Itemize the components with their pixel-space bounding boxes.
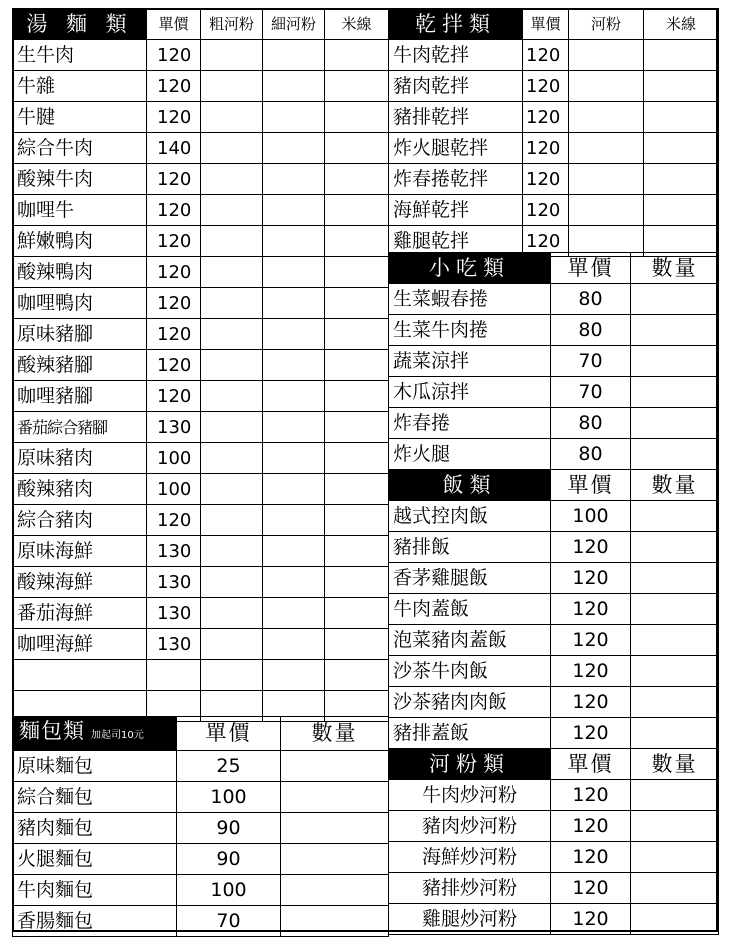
- rice-qty[interactable]: [631, 532, 719, 563]
- bread-title-text: 麵包類: [19, 719, 85, 743]
- soup-item-name: 酸辣牛肉: [13, 164, 147, 195]
- bread-item-price: 100: [177, 782, 281, 813]
- thin-rice-noodle-qty[interactable]: [263, 319, 325, 350]
- bread-column-header: 數量: [281, 717, 389, 751]
- soup-item-row: [13, 381, 389, 412]
- bread-item-name: 火腿麵包: [13, 844, 177, 875]
- thin-rice-noodle-qty[interactable]: [263, 629, 325, 660]
- rice-qty[interactable]: [631, 625, 719, 656]
- dry-rice-noodle-qty[interactable]: [569, 195, 644, 226]
- soup-item-row: [13, 660, 389, 691]
- cheese-surcharge-note: 加起司10元: [91, 730, 144, 741]
- soup-column-header: 單價: [147, 9, 201, 40]
- rice-noodle-item-name: 海鮮炒河粉: [389, 842, 551, 873]
- soup-item-row: [13, 226, 389, 257]
- bread-qty[interactable]: [281, 751, 389, 782]
- thin-rice-noodle-qty[interactable]: [263, 257, 325, 288]
- dry-item-row: [389, 71, 719, 102]
- soup-item-price: 120: [147, 381, 201, 412]
- soup-item-row: [13, 319, 389, 350]
- dry-rice-noodle-qty[interactable]: [569, 133, 644, 164]
- dry-rice-noodle-qty[interactable]: [569, 164, 644, 195]
- soup-item-name: 原味海鮮: [13, 536, 147, 567]
- wide-rice-noodle-qty[interactable]: [201, 629, 263, 660]
- snack-column-header: 數量: [631, 253, 719, 284]
- snack-item-row: [389, 377, 719, 408]
- soup-item-price: 120: [147, 288, 201, 319]
- soup-item-price: 120: [147, 350, 201, 381]
- vermicelli-qty[interactable]: [325, 102, 389, 133]
- rice-item-row: [389, 594, 719, 625]
- rice-noodle-qty[interactable]: [631, 780, 719, 811]
- vermicelli-qty[interactable]: [325, 536, 389, 567]
- soup-item-name: 綜合豬肉: [13, 505, 147, 536]
- vermicelli-qty[interactable]: [325, 288, 389, 319]
- snack-item-name: 炸春捲: [389, 408, 551, 439]
- soup-item-name: 酸辣鴨肉: [13, 257, 147, 288]
- thin-rice-noodle-qty[interactable]: [263, 412, 325, 443]
- rice-item-name: 豬排蓋飯: [389, 718, 551, 749]
- dry-rice-noodle-qty[interactable]: [569, 40, 644, 71]
- rice-noodle-item-row: [389, 873, 719, 904]
- rice-noodle-qty[interactable]: [631, 873, 719, 904]
- bread-item-name: 牛肉麵包: [13, 875, 177, 906]
- rice-item-row: [389, 656, 719, 687]
- soup-item-row: [13, 412, 389, 443]
- snack-item-name: 生菜蝦春捲: [389, 284, 551, 315]
- rice-item-name: 沙茶豬肉肉飯: [389, 687, 551, 718]
- soup-item-row: [13, 71, 389, 102]
- soup-item-price: 120: [147, 71, 201, 102]
- rice-noodle-header-row: [389, 749, 719, 780]
- soup-column-header: 米線: [325, 9, 389, 40]
- soup-item-price: 120: [147, 164, 201, 195]
- soup-item-row: [13, 443, 389, 474]
- thin-rice-noodle-qty[interactable]: [263, 350, 325, 381]
- thin-rice-noodle-qty[interactable]: [263, 660, 325, 691]
- dry-noodle-column-header: 河粉: [569, 9, 644, 40]
- wide-rice-noodle-qty[interactable]: [201, 40, 263, 71]
- wide-rice-noodle-qty[interactable]: [201, 133, 263, 164]
- soup-column-header: 粗河粉: [201, 9, 263, 40]
- bread-qty[interactable]: [281, 875, 389, 906]
- wide-rice-noodle-qty[interactable]: [201, 567, 263, 598]
- dry-vermicelli-qty[interactable]: [644, 195, 719, 226]
- dry-noodle-item-price: 120: [523, 102, 569, 133]
- soup-item-price: 120: [147, 257, 201, 288]
- snack-qty[interactable]: [631, 346, 719, 377]
- soup-noodle-table: [12, 8, 389, 722]
- snack-header-row: [389, 253, 719, 284]
- thin-rice-noodle-qty[interactable]: [263, 133, 325, 164]
- bread-item-row: [13, 782, 389, 813]
- soup-item-price: 120: [147, 40, 201, 71]
- soup-item-row: [13, 102, 389, 133]
- soup-header-row: [13, 9, 389, 40]
- rice-header-row: [389, 470, 719, 501]
- snack-qty[interactable]: [631, 315, 719, 346]
- bread-item-row: [13, 875, 389, 906]
- bread-item-price: 90: [177, 844, 281, 875]
- rice-noodle-item-name: 豬排炒河粉: [389, 873, 551, 904]
- vermicelli-qty[interactable]: [325, 226, 389, 257]
- dry-item-row: [389, 195, 719, 226]
- snack-item-price: 80: [551, 408, 631, 439]
- rice-noodle-item-name: 豬肉炒河粉: [389, 811, 551, 842]
- bread-column-header: 單價: [177, 717, 281, 751]
- soup-item-price: 100: [147, 474, 201, 505]
- snack-qty[interactable]: [631, 377, 719, 408]
- bread-header-row: [13, 717, 389, 751]
- snack-qty[interactable]: [631, 439, 719, 470]
- vermicelli-qty[interactable]: [325, 598, 389, 629]
- soup-item-row: [13, 567, 389, 598]
- bread-item-price: 70: [177, 906, 281, 937]
- rice-noodle-qty[interactable]: [631, 811, 719, 842]
- dry-vermicelli-qty[interactable]: [644, 133, 719, 164]
- thin-rice-noodle-qty[interactable]: [263, 474, 325, 505]
- soup-item-name: 酸辣豬腳: [13, 350, 147, 381]
- rice-item-price: 100: [551, 501, 631, 532]
- dry-noodle-item-name: 豬肉乾拌: [389, 71, 523, 102]
- dry-rice-noodle-qty[interactable]: [569, 71, 644, 102]
- snack-item-name: 蔬菜涼拌: [389, 346, 551, 377]
- wide-rice-noodle-qty[interactable]: [201, 257, 263, 288]
- soup-item-name: 原味豬肉: [13, 443, 147, 474]
- dry-noodle-item-name: 炸春捲乾拌: [389, 164, 523, 195]
- rice-item-price: 120: [551, 625, 631, 656]
- soup-item-price: 130: [147, 536, 201, 567]
- wide-rice-noodle-qty[interactable]: [201, 474, 263, 505]
- snack-item-price: 80: [551, 439, 631, 470]
- bread-qty[interactable]: [281, 813, 389, 844]
- soup-item-price: 120: [147, 319, 201, 350]
- rice-noodle-column-header: 數量: [631, 749, 719, 780]
- soup-item-row: [13, 164, 389, 195]
- soup-item-row: [13, 350, 389, 381]
- soup-item-name: 咖哩豬腳: [13, 381, 147, 412]
- soup-item-row: [13, 257, 389, 288]
- soup-item-name: 牛腱: [13, 102, 147, 133]
- vermicelli-qty[interactable]: [325, 71, 389, 102]
- dry-noodle-section-title: 乾拌類: [389, 9, 523, 40]
- bread-qty[interactable]: [281, 844, 389, 875]
- rice-noodle-item-price: 120: [551, 811, 631, 842]
- soup-item-price: 130: [147, 629, 201, 660]
- rice-item-price: 120: [551, 594, 631, 625]
- wide-rice-noodle-qty[interactable]: [201, 412, 263, 443]
- dry-noodle-item-name: 雞腿乾拌: [389, 226, 523, 257]
- soup-item-price: 130: [147, 412, 201, 443]
- vermicelli-qty[interactable]: [325, 195, 389, 226]
- wide-rice-noodle-qty[interactable]: [201, 598, 263, 629]
- dry-noodle-item-name: 牛肉乾拌: [389, 40, 523, 71]
- thin-rice-noodle-qty[interactable]: [263, 443, 325, 474]
- bread-table: [12, 716, 389, 937]
- dry-vermicelli-qty[interactable]: [644, 71, 719, 102]
- wide-rice-noodle-qty[interactable]: [201, 102, 263, 133]
- snack-section-title: 小吃類: [389, 253, 551, 284]
- thin-rice-noodle-qty[interactable]: [263, 536, 325, 567]
- dry-item-row: [389, 40, 719, 71]
- rice-item-price: 120: [551, 532, 631, 563]
- rice-item-price: 120: [551, 687, 631, 718]
- wide-rice-noodle-qty[interactable]: [201, 164, 263, 195]
- vermicelli-qty[interactable]: [325, 40, 389, 71]
- vermicelli-qty[interactable]: [325, 567, 389, 598]
- rice-column-header: 數量: [631, 470, 719, 501]
- thin-rice-noodle-qty[interactable]: [263, 505, 325, 536]
- bread-item-name: 原味麵包: [13, 751, 177, 782]
- soup-item-price: 120: [147, 226, 201, 257]
- soup-item-price: [147, 660, 201, 691]
- rice-item-name: 泡菜豬肉蓋飯: [389, 625, 551, 656]
- dry-noodle-item-price: 120: [523, 226, 569, 257]
- rice-section-title: 飯類: [389, 470, 551, 501]
- soup-item-row: [13, 195, 389, 226]
- rice-noodle-item-price: 120: [551, 873, 631, 904]
- bread-qty[interactable]: [281, 906, 389, 937]
- thin-rice-noodle-qty[interactable]: [263, 71, 325, 102]
- soup-item-row: [13, 474, 389, 505]
- rice-qty[interactable]: [631, 563, 719, 594]
- thin-rice-noodle-qty[interactable]: [263, 102, 325, 133]
- soup-item-name: 酸辣海鮮: [13, 567, 147, 598]
- soup-item-name: [13, 660, 147, 691]
- rice-qty[interactable]: [631, 687, 719, 718]
- bread-item-row: [13, 751, 389, 782]
- soup-item-name: 咖哩鴨肉: [13, 288, 147, 319]
- dry-item-row: [389, 102, 719, 133]
- wide-rice-noodle-qty[interactable]: [201, 226, 263, 257]
- rice-qty[interactable]: [631, 718, 719, 749]
- rice-item-price: 120: [551, 656, 631, 687]
- dry-noodle-item-price: 120: [523, 164, 569, 195]
- dry-item-row: [389, 133, 719, 164]
- snack-item-name: 生菜牛肉捲: [389, 315, 551, 346]
- rice-noodle-item-row: [389, 904, 719, 935]
- vermicelli-qty[interactable]: [325, 381, 389, 412]
- snack-item-price: 70: [551, 377, 631, 408]
- rice-item-name: 豬排飯: [389, 532, 551, 563]
- snack-item-price: 80: [551, 315, 631, 346]
- bread-item-price: 25: [177, 751, 281, 782]
- dry-noodle-item-price: 120: [523, 195, 569, 226]
- vermicelli-qty[interactable]: [325, 660, 389, 691]
- rice-noodle-item-row: [389, 842, 719, 873]
- snack-item-name: 炸火腿: [389, 439, 551, 470]
- soup-item-row: [13, 629, 389, 660]
- snack-item-price: 80: [551, 284, 631, 315]
- soup-item-row: [13, 288, 389, 319]
- rice-noodle-qty[interactable]: [631, 842, 719, 873]
- soup-item-price: 140: [147, 133, 201, 164]
- soup-item-name: 原味豬腳: [13, 319, 147, 350]
- soup-item-price: 120: [147, 505, 201, 536]
- rice-qty[interactable]: [631, 501, 719, 532]
- bread-item-price: 90: [177, 813, 281, 844]
- rice-qty[interactable]: [631, 594, 719, 625]
- soup-item-row: [13, 40, 389, 71]
- rice-noodle-item-price: 120: [551, 904, 631, 935]
- wide-rice-noodle-qty[interactable]: [201, 288, 263, 319]
- dry-header-row: [389, 9, 719, 40]
- wide-rice-noodle-qty[interactable]: [201, 505, 263, 536]
- snack-item-row: [389, 346, 719, 377]
- bread-item-row: [13, 813, 389, 844]
- bread-item-name: 豬肉麵包: [13, 813, 177, 844]
- snack-item-row: [389, 439, 719, 470]
- soup-item-price: 130: [147, 598, 201, 629]
- rice-item-price: 120: [551, 718, 631, 749]
- rice-item-row: [389, 625, 719, 656]
- snack-item-row: [389, 408, 719, 439]
- wide-rice-noodle-qty[interactable]: [201, 71, 263, 102]
- soup-item-name: 綜合牛肉: [13, 133, 147, 164]
- soup-item-name: 咖哩牛: [13, 195, 147, 226]
- vermicelli-qty[interactable]: [325, 505, 389, 536]
- wide-rice-noodle-qty[interactable]: [201, 350, 263, 381]
- snack-item-row: [389, 284, 719, 315]
- snack-item-row: [389, 315, 719, 346]
- dry-rice-noodle-qty[interactable]: [569, 102, 644, 133]
- bread-item-price: 100: [177, 875, 281, 906]
- dry-noodle-item-name: 豬排乾拌: [389, 102, 523, 133]
- snack-column-header: 單價: [551, 253, 631, 284]
- bread-qty[interactable]: [281, 782, 389, 813]
- soup-item-price: 120: [147, 195, 201, 226]
- rice-item-row: [389, 501, 719, 532]
- rice-item-row: [389, 532, 719, 563]
- soup-item-name: 番茄海鮮: [13, 598, 147, 629]
- vermicelli-qty[interactable]: [325, 164, 389, 195]
- soup-section-title: 湯 麵 類: [13, 9, 147, 40]
- snack-item-name: 木瓜涼拌: [389, 377, 551, 408]
- vermicelli-qty[interactable]: [325, 257, 389, 288]
- soup-item-price: 100: [147, 443, 201, 474]
- vermicelli-qty[interactable]: [325, 443, 389, 474]
- vermicelli-qty[interactable]: [325, 474, 389, 505]
- dry-noodle-item-price: 120: [523, 133, 569, 164]
- vermicelli-qty[interactable]: [325, 350, 389, 381]
- thin-rice-noodle-qty[interactable]: [263, 195, 325, 226]
- soup-item-name: 鮮嫩鴨肉: [13, 226, 147, 257]
- rice-noodle-item-row: [389, 780, 719, 811]
- rice-item-name: 沙茶牛肉飯: [389, 656, 551, 687]
- soup-item-row: [13, 133, 389, 164]
- soup-item-price: 130: [147, 567, 201, 598]
- soup-item-name: 牛雜: [13, 71, 147, 102]
- rice-item-name: 越式控肉飯: [389, 501, 551, 532]
- dry-noodle-column-header: 單價: [523, 9, 569, 40]
- soup-item-price: 120: [147, 102, 201, 133]
- soup-item-name: 生牛肉: [13, 40, 147, 71]
- wide-rice-noodle-qty[interactable]: [201, 660, 263, 691]
- bread-item-row: [13, 906, 389, 937]
- soup-item-name: 酸辣豬肉: [13, 474, 147, 505]
- rice-noodle-qty[interactable]: [631, 904, 719, 935]
- wide-rice-noodle-qty[interactable]: [201, 443, 263, 474]
- bread-section-title: [13, 717, 177, 751]
- dry-vermicelli-qty[interactable]: [644, 164, 719, 195]
- thin-rice-noodle-qty[interactable]: [263, 288, 325, 319]
- bread-item-name: 綜合麵包: [13, 782, 177, 813]
- dry-noodle-item-price: 120: [523, 40, 569, 71]
- rice-noodle-item-price: 120: [551, 780, 631, 811]
- thin-rice-noodle-qty[interactable]: [263, 567, 325, 598]
- dry-noodle-item-price: 120: [523, 71, 569, 102]
- snack-qty[interactable]: [631, 408, 719, 439]
- dry-vermicelli-qty[interactable]: [644, 40, 719, 71]
- dry-noodle-item-name: 海鮮乾拌: [389, 195, 523, 226]
- thin-rice-noodle-qty[interactable]: [263, 40, 325, 71]
- thin-rice-noodle-qty[interactable]: [263, 598, 325, 629]
- wide-rice-noodle-qty[interactable]: [201, 381, 263, 412]
- rice-item-row: [389, 687, 719, 718]
- rice-item-row: [389, 718, 719, 749]
- rice-noodle-item-name: 雞腿炒河粉: [389, 904, 551, 935]
- vermicelli-qty[interactable]: [325, 319, 389, 350]
- rice-item-row: [389, 563, 719, 594]
- rice-item-name: 香茅雞腿飯: [389, 563, 551, 594]
- thin-rice-noodle-qty[interactable]: [263, 381, 325, 412]
- dry-item-row: [389, 164, 719, 195]
- rice-qty[interactable]: [631, 656, 719, 687]
- rice-column-header: 單價: [551, 470, 631, 501]
- vermicelli-qty[interactable]: [325, 412, 389, 443]
- dry-noodle-table: [388, 8, 719, 257]
- vermicelli-qty[interactable]: [325, 629, 389, 660]
- snack-item-price: 70: [551, 346, 631, 377]
- rice-noodle-section-title: 河粉類: [389, 749, 551, 780]
- rice-noodle-column-header: 單價: [551, 749, 631, 780]
- soup-item-row: [13, 536, 389, 567]
- rice-noodle-item-row: [389, 811, 719, 842]
- side-dish-table: [388, 252, 719, 935]
- bread-item-name: 香腸麵包: [13, 906, 177, 937]
- wide-rice-noodle-qty[interactable]: [201, 536, 263, 567]
- dry-noodle-item-name: 炸火腿乾拌: [389, 133, 523, 164]
- snack-qty[interactable]: [631, 284, 719, 315]
- vermicelli-qty[interactable]: [325, 133, 389, 164]
- soup-item-name: 番茄綜合豬腳: [13, 412, 147, 443]
- wide-rice-noodle-qty[interactable]: [201, 319, 263, 350]
- rice-item-name: 牛肉蓋飯: [389, 594, 551, 625]
- thin-rice-noodle-qty[interactable]: [263, 164, 325, 195]
- rice-noodle-item-name: 牛肉炒河粉: [389, 780, 551, 811]
- dry-vermicelli-qty[interactable]: [644, 102, 719, 133]
- soup-column-header: 細河粉: [263, 9, 325, 40]
- rice-noodle-item-price: 120: [551, 842, 631, 873]
- soup-item-row: [13, 505, 389, 536]
- dry-noodle-column-header: 米線: [644, 9, 719, 40]
- wide-rice-noodle-qty[interactable]: [201, 195, 263, 226]
- thin-rice-noodle-qty[interactable]: [263, 226, 325, 257]
- soup-item-name: 咖哩海鮮: [13, 629, 147, 660]
- bread-item-row: [13, 844, 389, 875]
- soup-item-row: [13, 598, 389, 629]
- rice-item-price: 120: [551, 563, 631, 594]
